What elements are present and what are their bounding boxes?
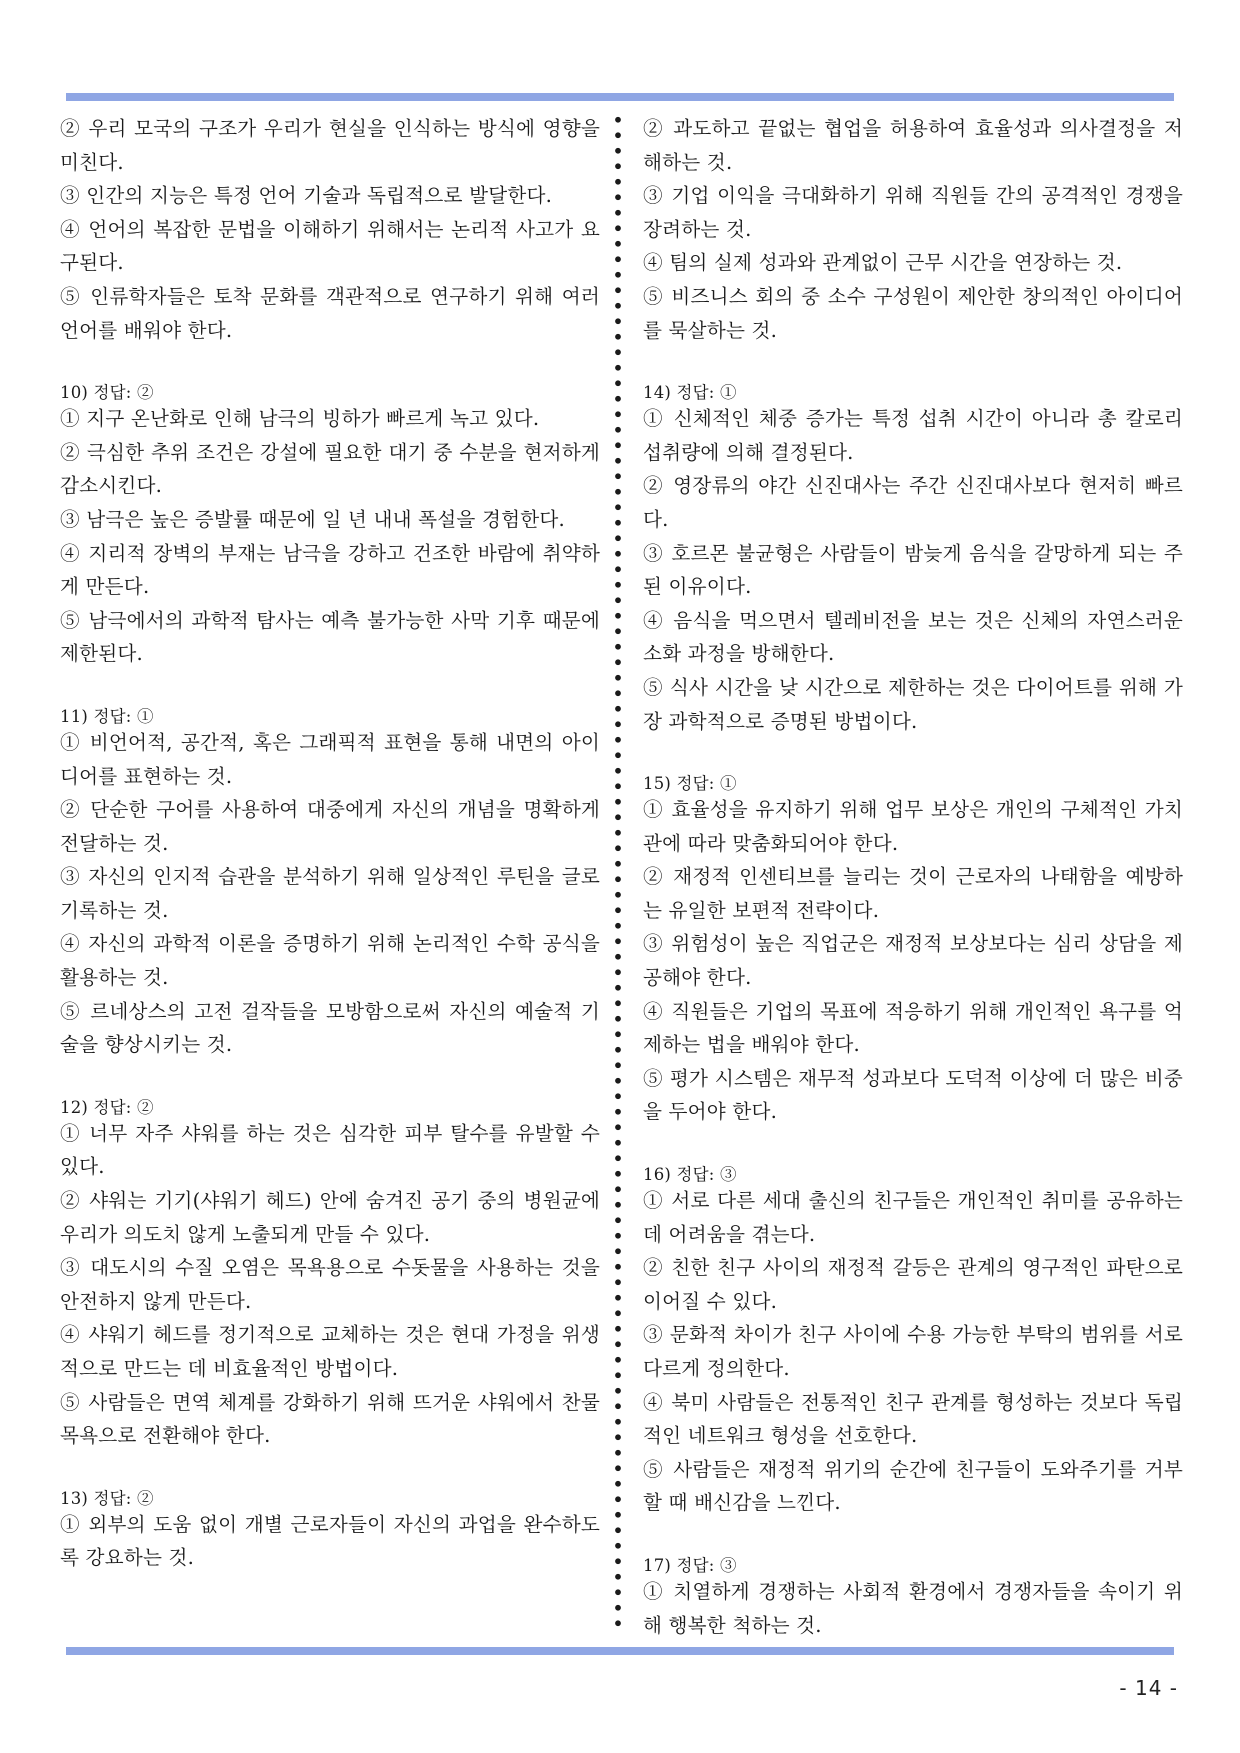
option-text: ④ 언어의 복잡한 문법을 이해하기 위해서는 논리적 사고가 요구된다. (60, 217, 600, 275)
option-text: ② 재정적 인센티브를 늘리는 것이 근로자의 나태함을 예방하는 유일한 보편적 전략이다. (643, 865, 1183, 922)
answer-header: 17) 정답: ③ (643, 1555, 737, 1575)
answer-header: 12) 정답: ② (60, 1097, 154, 1117)
option-text: ③ 기업 이익을 극대화하기 위해 직원들 간의 공격적인 경쟁을 장려하는 것. (643, 184, 1183, 241)
answer-block (60, 112, 600, 347)
option-text: ③ 문화적 차이가 친구 사이에 수용 가능한 부탁의 범위를 서로 다르게 정의한다. (643, 1323, 1183, 1380)
option-text: ① 신체적인 체중 증가는 특정 섭취 시간이 아니라 총 칼로리 섭취량에 의해 결정된다. (643, 407, 1183, 464)
option-text: ⑤ 사람들은 면역 체계를 강화하기 위해 뜨거운 샤워에서 찬물 목욕으로 전환해야 한다. (60, 1390, 600, 1448)
answer-header: 13) 정답: ② (60, 1488, 154, 1508)
option-text: ③ 남극은 높은 증발률 때문에 일 년 내내 폭설을 경험한다. (60, 507, 565, 531)
option-text: ③ 자신의 인지적 습관을 분석하기 위해 일상적인 루틴을 글로 기록하는 것. (60, 865, 600, 922)
answer-header: 10) 정답: ② (60, 383, 154, 403)
option-text: ⑤ 비즈니스 회의 중 소수 구성원이 제안한 창의적인 아이디어를 묵살하는 것. (643, 284, 1183, 342)
right-column (643, 112, 1183, 1642)
option-text: ① 효율성을 유지하기 위해 업무 보상은 개인의 구체적인 가치관에 따라 맞춤화되어야 한다. (643, 798, 1183, 855)
option-text: ② 단순한 구어를 사용하여 대중에게 자신의 개념을 명확하게 전달하는 것. (60, 798, 600, 855)
option-text: ② 극심한 추위 조건은 강설에 필요한 대기 중 수분을 현저하게 감소시킨다. (60, 440, 600, 498)
option-text: ④ 직원들은 기업의 목표에 적응하기 위해 개인적인 욕구를 억제하는 법을 배워야 한다. (643, 999, 1183, 1057)
option-text: ③ 호르몬 불균형은 사람들이 밤늦게 음식을 갈망하게 되는 주된 이유이다. (643, 541, 1183, 599)
option-text: ③ 대도시의 수질 오염은 목욕용으로 수돗물을 사용하는 것을 안전하지 않게 만든다. (60, 1256, 600, 1313)
option-text: ④ 자신의 과학적 이론을 증명하기 위해 논리적인 수학 공식을 활용하는 것. (60, 932, 600, 990)
option-text: ⑤ 식사 시간을 낮 시간으로 제한하는 것은 다이어트를 위해 가장 과학적으로 증명된 방법이다. (643, 675, 1183, 733)
option-text: ④ 음식을 먹으면서 텔레비전을 보는 것은 신체의 자연스러운 소화 과정을 방해한다. (643, 608, 1183, 666)
option-text: ⑤ 평가 시스템은 재무적 성과보다 도덕적 이상에 더 많은 비중을 두어야 한다. (643, 1066, 1183, 1124)
page-number: - 14 - (1119, 1676, 1178, 1700)
option-text: ④ 샤워기 헤드를 정기적으로 교체하는 것은 현대 가정을 위생적으로 만드는 데 비효율적인 방법이다. (60, 1323, 600, 1380)
option-text: ④ 지리적 장벽의 부재는 남극을 강하고 건조한 바람에 취약하게 만든다. (60, 541, 600, 599)
option-text: ② 영장류의 야간 신진대사는 주간 신진대사보다 현저히 빠르다. (643, 474, 1183, 531)
answer-block (643, 1554, 1183, 1642)
answer-block (643, 112, 1183, 347)
option-text: ① 치열하게 경쟁하는 사회적 환경에서 경쟁자들을 속이기 위해 행복한 척하는 것. (643, 1579, 1183, 1637)
answer-header: 15) 정답: ① (643, 774, 737, 794)
option-text: ① 비언어적, 공간적, 혹은 그래픽적 표현을 통해 내면의 아이디어를 표현하는 것. (60, 730, 600, 788)
answer-block (643, 1163, 1183, 1520)
left-column (60, 112, 600, 1642)
option-text: ⑤ 사람들은 재정적 위기의 순간에 친구들이 도와주기를 거부할 때 배신감을 느낀다. (643, 1457, 1183, 1515)
option-text: ④ 북미 사람들은 전통적인 친구 관계를 형성하는 것보다 독립적인 네트워크 형성을 선호한다. (643, 1390, 1183, 1448)
option-text: ③ 인간의 지능은 특정 언어 기술과 독립적으로 발달한다. (60, 184, 553, 208)
option-text: ④ 팀의 실제 성과와 관계없이 근무 시간을 연장하는 것. (643, 251, 1123, 275)
answer-block (643, 381, 1183, 738)
option-text: ② 우리 모국의 구조가 우리가 현실을 인식하는 방식에 영향을 미친다. (60, 117, 600, 174)
answer-block (643, 772, 1183, 1129)
answer-header: 11) 정답: ① (60, 706, 154, 726)
answer-header: 14) 정답: ① (643, 383, 737, 403)
option-text: ① 서로 다른 세대 출신의 친구들은 개인적인 취미를 공유하는 데 어려움을 겪는다. (643, 1189, 1183, 1246)
top-rule (66, 93, 1174, 101)
answer-block (60, 1487, 600, 1575)
option-text: ① 외부의 도움 없이 개별 근로자들이 자신의 과업을 완수하도록 강요하는 것. (60, 1512, 600, 1570)
answer-block (60, 705, 600, 1062)
answer-block (60, 381, 600, 671)
column-divider (612, 112, 624, 1632)
option-text: ② 친한 친구 사이의 재정적 갈등은 관계의 영구적인 파탄으로 이어질 수 있다. (643, 1256, 1183, 1313)
option-text: ② 샤워는 기기(샤워기 헤드) 안에 숨겨진 공기 중의 병원균에 우리가 의도치 않게 노출되게 만들 수 있다. (60, 1189, 600, 1246)
answer-header: 16) 정답: ③ (643, 1165, 737, 1185)
bottom-rule (66, 1647, 1174, 1655)
answer-block (60, 1096, 600, 1453)
option-text: ① 지구 온난화로 인해 남극의 빙하가 빠르게 녹고 있다. (60, 407, 540, 431)
option-text: ⑤ 르네상스의 고전 걸작들을 모방함으로써 자신의 예술적 기술을 향상시키는 것. (60, 999, 600, 1057)
option-text: ⑤ 남극에서의 과학적 탐사는 예측 불가능한 사막 기후 때문에 제한된다. (60, 608, 600, 666)
option-text: ⑤ 인류학자들은 토착 문화를 객관적으로 연구하기 위해 여러 언어를 배워야 한다. (60, 284, 600, 342)
option-text: ③ 위험성이 높은 직업군은 재정적 보상보다는 심리 상담을 제공해야 한다. (643, 932, 1183, 990)
option-text: ① 너무 자주 샤워를 하는 것은 심각한 피부 탈수를 유발할 수 있다. (60, 1121, 600, 1179)
option-text: ② 과도하고 끝없는 협업을 허용하여 효율성과 의사결정을 저해하는 것. (643, 117, 1183, 174)
